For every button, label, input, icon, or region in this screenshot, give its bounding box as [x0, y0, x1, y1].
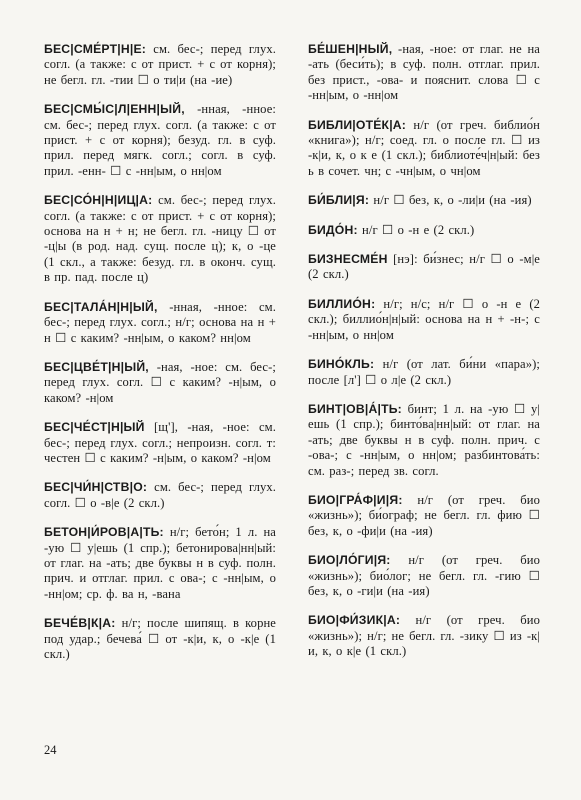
headword: БЕС|ЧИ́Н|СТВ|О:	[44, 480, 148, 495]
entry-text: н/г; бето́н; 1 л. на -ую ☐ у|ешь (1 спр.); бетонирова|нн|ый: от глаг. на -ать; две буквы н в суф. полн. прич. и отглаг. прил. с ова-; с -нн|ым, о -нн|ом; ср. ф. ва н, -вана	[44, 525, 276, 601]
headword: БЕС|СМЕ́РТ|Н|Е:	[44, 42, 147, 56]
dictionary-entry	[44, 42, 276, 88]
headword: БИБЛИ|ОТЕ́К|А:	[308, 117, 407, 132]
page-number: 24	[44, 743, 57, 757]
entry-text: -ная, -ное: от глаг. не на -ать (беси́ть); в суф. полн. отглаг. прил. без прист., -ова- и пояснит. слова ☐ с -нн|ым, о -нн|ом	[308, 42, 540, 103]
entry-text: н/г; н/с; н/г ☐ о -н е (2 скл.); биллио́н|н|ый: основа на н + -н-; с -нн|ым, о нн|ом	[308, 296, 541, 342]
entry-text: см. бес-; перед глух. согл. ☐ о -в|е (2 скл.)	[44, 480, 276, 510]
entry-text: -нная, -нное: см. бес-; перед глух. согл. (а также: с от прист. + с от корня); безуд. гл. в суф. прил. перед мягк. согл.; согл. в суф. прил. -енн- ☐ с -нн|ым, о нн|ом	[44, 102, 276, 178]
headword: БИДО́Н:	[308, 222, 358, 237]
headword: БИО|ФИ́ЗИК|А:	[308, 613, 401, 628]
entry-text: н/г ☐ о -н е (2 скл.)	[362, 222, 475, 237]
dictionary-entry	[44, 102, 276, 179]
headword: БИ́БЛИ|Я:	[308, 193, 370, 208]
dictionary-entry	[308, 252, 540, 283]
dictionary-entry	[308, 402, 540, 479]
dictionary-entry	[308, 553, 540, 599]
dictionary-entry	[44, 420, 276, 466]
dictionary-entry	[44, 300, 276, 346]
headword: БЕС|ЧЕ́СТ|Н|ЫЙ	[44, 420, 145, 435]
headword: БИЗНЕСМЕ́Н	[308, 252, 388, 267]
entry-text: -ная, -ное: см. бес-; перед глух. согл. ☐ с каким? -н|ым, о каком? -н|ом	[44, 359, 276, 405]
headword: БЕТОН|И́РОВ|А|ТЬ:	[44, 525, 164, 540]
headword: БИНО́КЛЬ:	[308, 357, 375, 372]
dictionary-entry	[308, 357, 540, 388]
headword: БЕС|СМЫ́С|Л|ЕНН|ЫЙ,	[44, 102, 185, 117]
dictionary-entry	[308, 223, 540, 238]
entry-text: [нэ]: би́знес; н/г ☐ о -м|е (2 скл.)	[308, 252, 541, 282]
entry-text: см. бес-; перед глух. согл. (а также: с от прист. + с от корня); основа на н + н; не бегл. гл. -ницу ☐ от -ц|ы (в род. над. сущ. после ц); к, о -це (1 скл., а также: безуд. гл. в оконч. сущ. в пр. пад. после ц)	[44, 193, 276, 285]
dictionary-entry	[308, 613, 540, 659]
entry-text: н/г ☐ без, к, о -ли|и (на -ия)	[373, 193, 532, 208]
dictionary-entry	[44, 360, 276, 406]
headword: БИО|ГРА́Ф|И|Я:	[308, 492, 403, 507]
headword: БЕЧЕ́В|К|А:	[44, 616, 116, 631]
headword: БЕС|СО́Н|Н|ИЦ|А:	[44, 193, 153, 208]
dictionary-entry	[308, 42, 540, 104]
entry-text: н/г (от лат. би́ни «пара»); после [л'] ☐ о л|е (2 скл.)	[308, 357, 541, 387]
entry-text: н/г (от греч. био «жизнь»); би́ограф; не бегл. гл. фию ☐ без, к, о -фи|и (на -ия)	[308, 492, 540, 538]
dictionary-entry	[308, 297, 540, 343]
dictionary-entry	[308, 193, 540, 208]
entry-text: н/г (от греч. био «жизнь»); био́лог; не бегл. гл. -гию ☐ без, к, о -ги|и (на -ия)	[308, 553, 541, 598]
entry-text: н/г; после шипящ. в корне под удар.; бечева́ ☐ от -к|и, к, о -к|е (1 скл.)	[44, 616, 276, 661]
headword: БИО|ЛО́ГИ|Я:	[308, 553, 391, 568]
dictionary-entry	[44, 525, 276, 602]
entry-text: н/г (от греч. библио́н «книга»); н/г; соед. гл. о после гл. ☐ из -к|и, к, о к е (1 скл.); библиоте́ч|н|ый: без ь в сочет. чн; с -чн|ым, о чн|ом	[308, 117, 540, 178]
dictionary-entry	[44, 480, 276, 511]
entry-text: см. бес-; перед глух. согл. (а также: с от прист. + с от корня); не бегл. гл. -тии ☐ о ти|и (на -ие)	[44, 42, 276, 87]
headword: БЕ́ШЕН|НЫЙ,	[308, 42, 393, 56]
headword: БЕС|ЦВЕ́Т|Н|ЫЙ,	[44, 359, 149, 374]
dictionary-entry	[308, 493, 540, 539]
entry-text: [щ'], -ная, -ное: см. бес-; перед глух. согл.; непроизн. согл. т: честен ☐ с каким? -н|ым, о каком? -н|ом	[44, 420, 277, 465]
headword: БЕС|ТАЛА́Н|Н|ЫЙ,	[44, 299, 158, 314]
entry-text: н/г (от греч. био «жизнь»); н/г; не бегл. гл. -зику ☐ из -к|и, к, о к|е (1 скл.)	[308, 613, 540, 659]
dictionary-entry	[44, 616, 276, 662]
headword: БИЛЛИО́Н:	[308, 296, 376, 311]
left-column	[44, 42, 276, 676]
dictionary-entry	[44, 193, 276, 285]
headword: БИНТ|ОВ|А́|ТЬ:	[308, 401, 402, 416]
entry-text: -нная, -нное: см. бес-; перед глух. согл.; н/г; основа на н + н ☐ с каким? -нн|ым, о каком? нн|ом	[44, 299, 276, 345]
dictionary-entry	[308, 118, 540, 180]
entry-text: бинт; 1 л. на -ую ☐ у|ешь (1 спр.); бинто́ва|нн|ый: от глаг. на -ать; две буквы н в суф. полн. прич. с -ова-; с -нн|ым, о нн|ом; разбинтова́ть: см. раз-; перед зв. согл.	[308, 401, 541, 478]
right-column	[308, 42, 540, 674]
